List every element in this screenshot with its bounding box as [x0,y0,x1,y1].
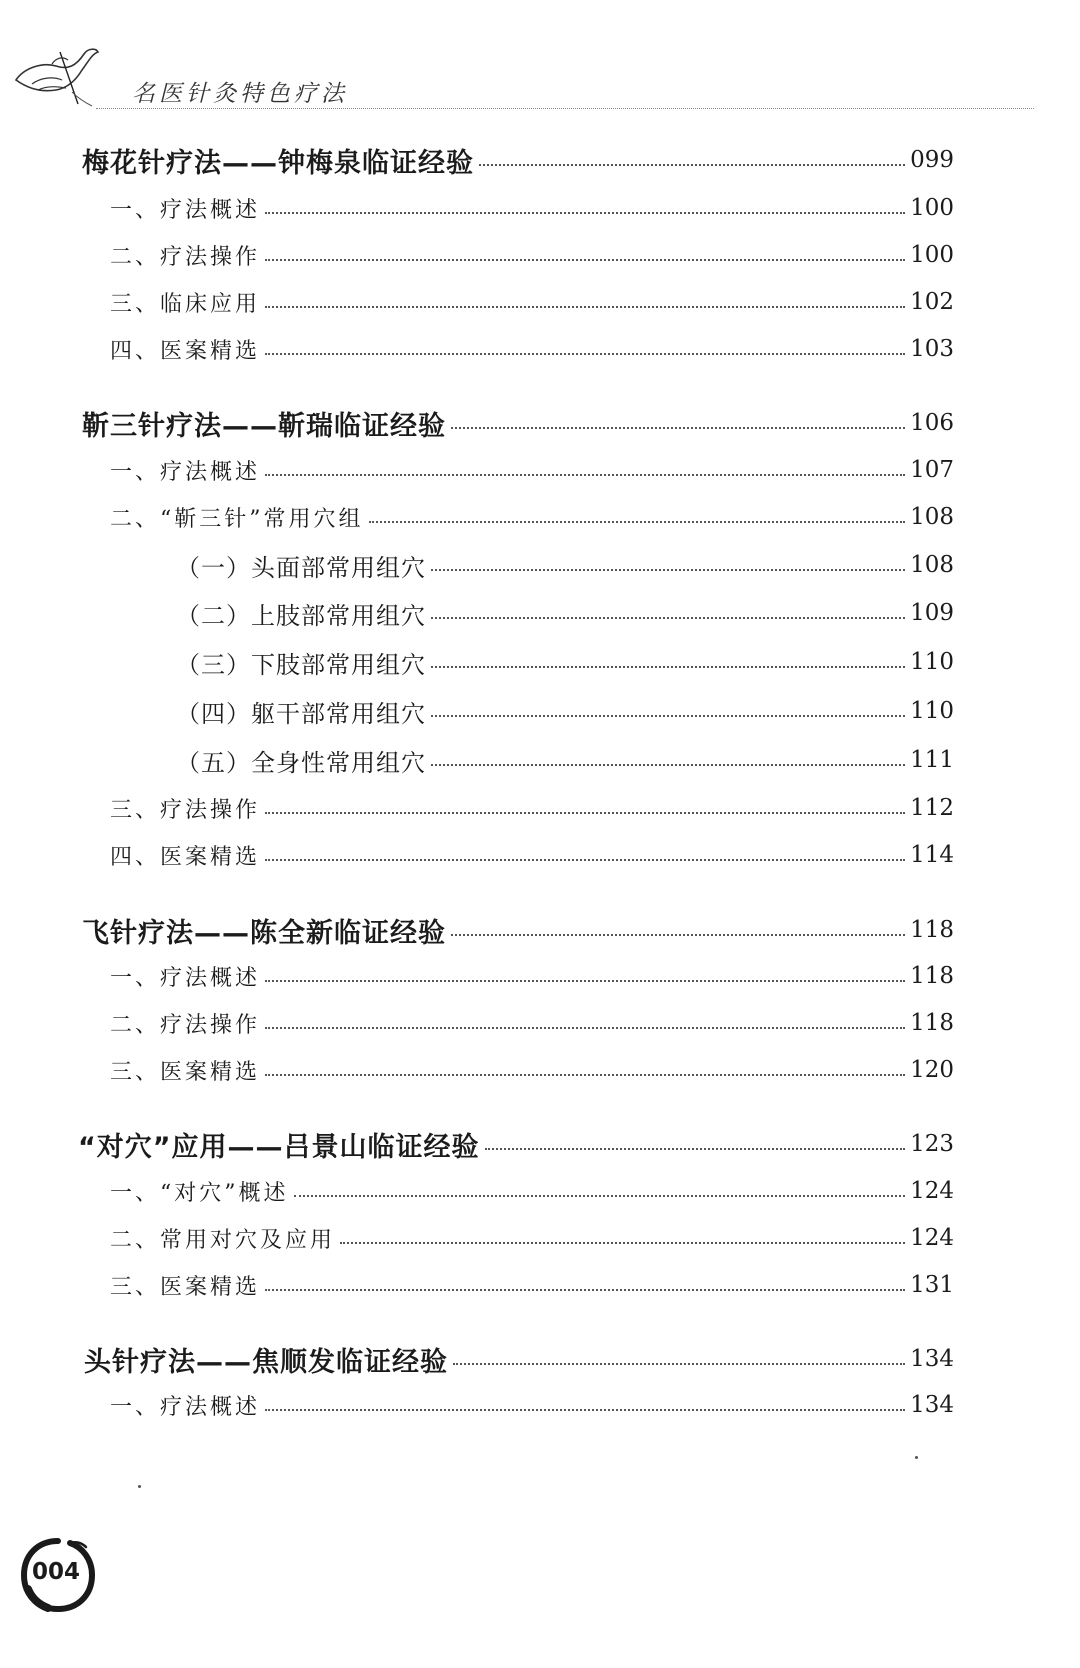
toc-page-number: 134 [910,1392,954,1418]
toc-chapter[interactable] [0,140,1080,180]
toc-chapter[interactable] [0,1124,1080,1164]
dot-leader [265,1027,905,1029]
toc-entry-title: 飞针疗法——陈全新临证经验 [82,917,446,949]
toc-entry-title: 二、常用对穴及应用 [110,1227,336,1253]
toc-entry-title: 一、疗法概述 [110,1394,261,1420]
dot-leader [265,1074,905,1076]
toc-subsection[interactable] [0,545,1080,585]
dot-leader [453,1363,905,1365]
toc-page-number: 134 [910,1346,954,1372]
toc-entry-title: （四）躯干部常用组穴 [176,699,426,728]
dot-leader [265,1409,905,1411]
toc-page-number: 124 [910,1178,954,1204]
toc-entry-title: （三）下肢部常用组穴 [176,650,426,679]
toc-entry-title: （一）头面部常用组穴 [176,553,426,582]
page-number: 004 [31,1559,80,1585]
toc-section[interactable] [0,835,1080,875]
toc-section[interactable] [0,788,1080,828]
toc-section[interactable] [0,497,1080,537]
toc-section[interactable] [0,329,1080,369]
dot-leader [451,934,905,936]
dot-leader [265,474,905,476]
toc-chapter[interactable] [0,910,1080,950]
toc-page-number: 099 [910,147,954,173]
toc-page-number: 111 [910,747,954,773]
dot-leader [265,306,905,308]
toc-section[interactable] [0,956,1080,996]
toc-page-number: 131 [910,1272,954,1298]
toc-entry-title: 靳三针疗法——靳瑞临证经验 [82,410,446,442]
toc-entry-title: 二、“靳三针”常用穴组 [110,506,364,532]
dot-leader [265,859,905,861]
toc-section[interactable] [0,1050,1080,1090]
toc-page-number: 108 [910,504,954,530]
dot-leader [431,569,905,571]
toc-entry-title: 三、医案精选 [110,1059,261,1085]
toc-section[interactable] [0,1265,1080,1305]
toc-entry-title: （二）上肢部常用组穴 [176,601,426,630]
scan-speck [915,1456,918,1459]
toc-page-number: 110 [910,698,954,724]
toc-section[interactable] [0,1385,1080,1425]
dot-leader [265,212,905,214]
toc-entry-title: 一、“对穴”概述 [110,1180,289,1206]
toc-entry-title: 一、疗法概述 [110,459,261,485]
dot-leader [294,1195,906,1197]
toc-entry-title: 一、疗法概述 [110,965,261,991]
toc-section[interactable] [0,1003,1080,1043]
toc-section[interactable] [0,1171,1080,1211]
toc-page-number: 107 [910,457,954,483]
book-title: 名医针灸特色疗法 [132,81,348,107]
toc-page-number: 123 [910,1131,954,1157]
dot-leader [265,812,905,814]
dot-leader [369,521,906,523]
toc-subsection[interactable] [0,740,1080,780]
toc-page-number: 108 [910,552,954,578]
toc-entry-title: 梅花针疗法——钟梅泉临证经验 [82,147,474,179]
toc-section[interactable] [0,1218,1080,1258]
toc-entry-title: （五）全身性常用组穴 [176,748,426,777]
dot-leader [431,764,905,766]
toc-page-number: 100 [910,195,954,221]
toc-page-number: 112 [910,795,954,821]
toc-entry-title: 一、疗法概述 [110,197,261,223]
dot-leader [340,1242,905,1244]
toc-page-number: 106 [910,410,954,436]
toc-page-number: 118 [910,917,954,943]
toc-chapter[interactable] [0,1339,1080,1379]
toc-subsection[interactable] [0,593,1080,633]
dot-leader [265,259,905,261]
scan-speck [138,1485,141,1488]
dot-leader [451,427,905,429]
toc-page-number: 118 [910,963,954,989]
toc-subsection[interactable] [0,691,1080,731]
dot-leader [431,617,905,619]
toc-page-number: 124 [910,1225,954,1251]
dot-leader [479,164,905,166]
toc-section[interactable] [0,188,1080,228]
dot-leader [265,353,905,355]
toc-page-number: 110 [910,649,954,675]
toc-section[interactable] [0,450,1080,490]
dot-leader [431,715,905,717]
toc-entry-title: 三、临床应用 [110,291,261,317]
toc-page-number: 102 [910,289,954,315]
toc-entry-title: 四、医案精选 [110,844,261,870]
toc-entry-title: 三、疗法操作 [110,797,261,823]
toc-entry-title: 二、疗法操作 [110,1012,261,1038]
toc-section[interactable] [0,282,1080,322]
toc-page-number: 114 [910,842,954,868]
toc-entry-title: “对穴”应用——吕景山临证经验 [78,1131,480,1163]
toc-chapter[interactable] [0,403,1080,443]
dot-leader [485,1148,906,1150]
toc-page-number: 118 [910,1010,954,1036]
toc-page-number: 109 [910,600,954,626]
toc-page-number: 103 [910,336,954,362]
toc-entry-title: 四、医案精选 [110,338,261,364]
toc-entry-title: 头针疗法——焦顺发临证经验 [84,1346,448,1378]
toc-page-number: 120 [910,1057,954,1083]
dot-leader [265,980,905,982]
toc-page-number: 100 [910,242,954,268]
page-number-badge [18,1535,98,1615]
toc-entry-title: 三、医案精选 [110,1274,261,1300]
toc-entry-title: 二、疗法操作 [110,244,261,270]
toc-subsection[interactable] [0,642,1080,682]
dot-leader [265,1289,905,1291]
toc-section[interactable] [0,235,1080,275]
dot-leader [431,666,905,668]
